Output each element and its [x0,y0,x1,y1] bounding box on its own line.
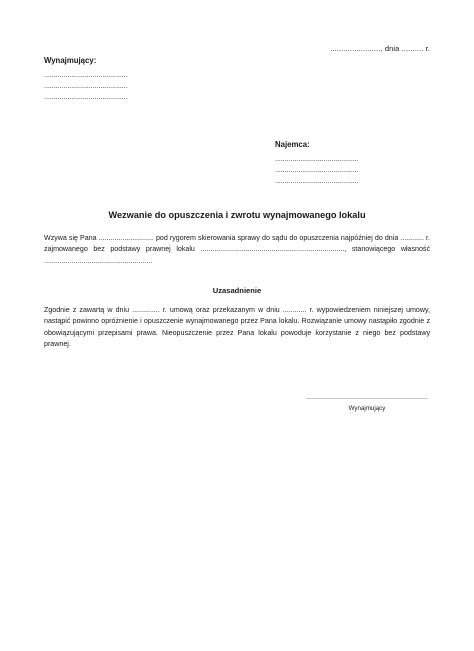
place-date-line: ......................., dnia .......... r. [330,44,430,53]
landlord-line-1: ........................................... [44,72,128,79]
landlord-line-3: ........................................... [44,94,128,101]
tenant-line-1: ........................................... [275,156,359,163]
signature-label: Wynajmujący [348,405,386,412]
landlord-block [44,56,128,103]
summons-paragraph: Wzywa się Pana ............................ pod rygorem skierowania sprawy do sądu do opuszczenia najpóźniej do dnia ............ r. zajmowanego bez podstawy prawnej lokalu ........................................................................., stanowiącego własność ....................................................... [44,234,430,265]
landlord-label: Wynajmujący: [44,56,97,65]
tenant-label: Najemca: [275,140,310,149]
tenant-line-3: ........................................... [275,178,359,185]
signature-line [306,398,428,399]
document-title: Wezwanie do opuszczenia i zwrotu wynajmowanego lokalu [108,210,366,220]
tenant-line-2: ........................................... [275,167,359,174]
landlord-line-2: ........................................... [44,83,128,90]
justification-heading: Uzasadnienie [212,286,262,295]
tenant-block [275,140,359,187]
justification-paragraph: Zgodnie z zawartą w dniu .............. r. umową oraz przekazanym w dniu ............ r. wypowiedzeniem niniejszej umowy, nastąpić powinno opróżnienie i opuszczenie wynajmowanego przez Pana lokalu. Rozwiązanie umowy nastąpiło zgodnie z obowiązującymi przepisami prawa. Nieopuszczenie przez Pana lokalu powoduje korzystanie z niego bez podstawy prawnej. [44,306,430,348]
